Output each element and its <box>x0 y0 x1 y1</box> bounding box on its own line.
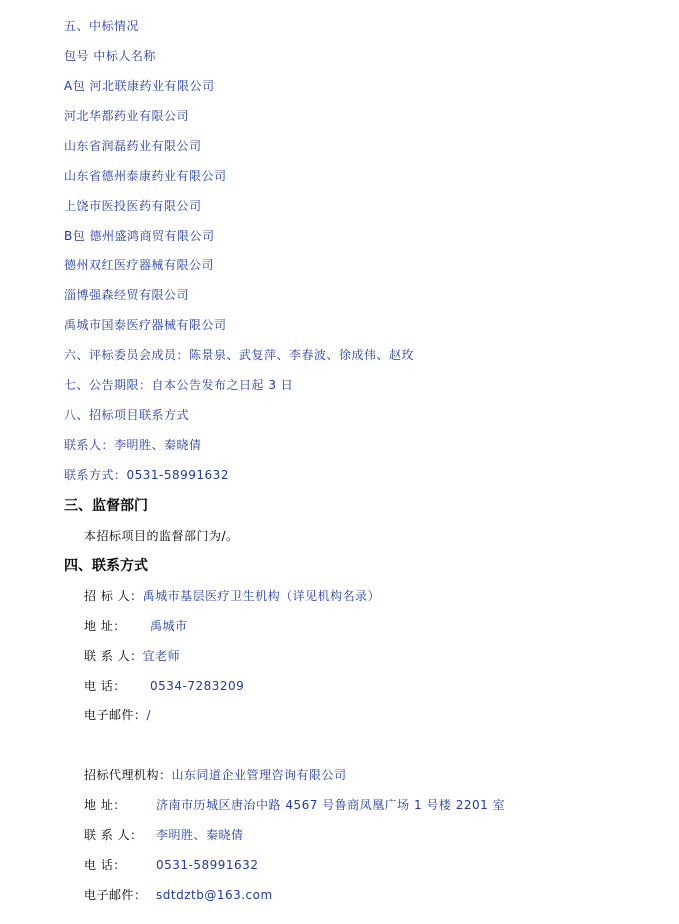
buyer-email-value[interactable]: / <box>146 708 152 722</box>
winner-item: 山东省润磊药业有限公司 <box>64 139 202 153</box>
winner-item: 山东省德州泰康药业有限公司 <box>64 169 227 183</box>
agency-email-value[interactable]: sdtdztb@163.com <box>156 888 273 902</box>
agency-value: 山东同道企业管理咨询有限公司 <box>171 768 347 782</box>
buyer-address-label: 地 址： <box>84 619 126 633</box>
notice-period: 七、公告期限：自本公告发布之日起 3 日 <box>64 378 294 392</box>
agency-address-row <box>84 797 505 813</box>
winner-item: A包 河北联康药业有限公司 <box>64 79 215 93</box>
winner-item: 禹城市国泰医疗器械有限公司 <box>64 318 227 332</box>
agency-email-row <box>84 887 273 903</box>
buyer-row <box>84 588 380 604</box>
buyer-address-value: 禹城市 <box>150 619 188 633</box>
supervision-text: 本招标项目的监督部门为/。 <box>84 529 239 543</box>
buyer-label: 招 标 人： <box>84 589 143 603</box>
contact-heading: 四、联系方式 <box>64 558 148 574</box>
agency-email-label: 电子邮件： <box>84 888 147 902</box>
agency-phone-row <box>84 857 258 873</box>
agency-person-row <box>84 827 244 843</box>
buyer-phone-label: 电 话： <box>84 679 126 693</box>
agency-address-value: 济南市历城区唐冶中路 4567 号鲁商凤凰广场 1 号楼 2201 室 <box>156 798 506 812</box>
award-table-header: 包号 中标人名称 <box>64 49 156 63</box>
buyer-email-row <box>84 707 151 723</box>
agency-label: 招标代理机构： <box>84 768 172 782</box>
agency-address-label: 地 址： <box>84 798 126 812</box>
winner-item: 上饶市医投医药有限公司 <box>64 199 202 213</box>
buyer-email-label: 电子邮件： <box>84 708 147 722</box>
buyer-phone-row <box>84 678 244 694</box>
award-heading: 五、中标情况 <box>64 19 140 33</box>
supervision-heading: 三、监督部门 <box>64 498 148 514</box>
agency-person-label: 联 系 人： <box>84 828 143 842</box>
winner-item: 河北华都药业有限公司 <box>64 109 190 123</box>
winner-item: 德州双红医疗器械有限公司 <box>64 258 215 272</box>
winner-item: 淄博强森经贸有限公司 <box>64 288 190 302</box>
buyer-person-label: 联 系 人： <box>84 649 143 663</box>
buyer-person-value: 宜老师 <box>142 649 181 663</box>
buyer-value: 禹城市基层医疗卫生机构（详见机构名录） <box>142 589 381 603</box>
winner-item: B包 德州盛鸿商贸有限公司 <box>64 229 215 243</box>
project-contact-phone: 联系方式：0531-58991632 <box>64 468 229 482</box>
project-contact-person: 联系人：李明胜、秦晓倩 <box>64 438 202 452</box>
agency-phone-label: 电 话： <box>84 858 126 872</box>
committee-members: 六、评标委员会成员：陈景泉、武复萍、李春波、徐成伟、赵玫 <box>64 348 415 362</box>
buyer-address-row <box>84 618 188 634</box>
project-contact-heading: 八、招标项目联系方式 <box>64 408 190 422</box>
agency-row <box>84 767 347 783</box>
agency-person-value: 李明胜、秦晓倩 <box>156 828 244 842</box>
buyer-person-row <box>84 648 180 664</box>
buyer-phone-value: 0534-7283209 <box>150 679 245 693</box>
agency-phone-value: 0531-58991632 <box>156 858 259 872</box>
